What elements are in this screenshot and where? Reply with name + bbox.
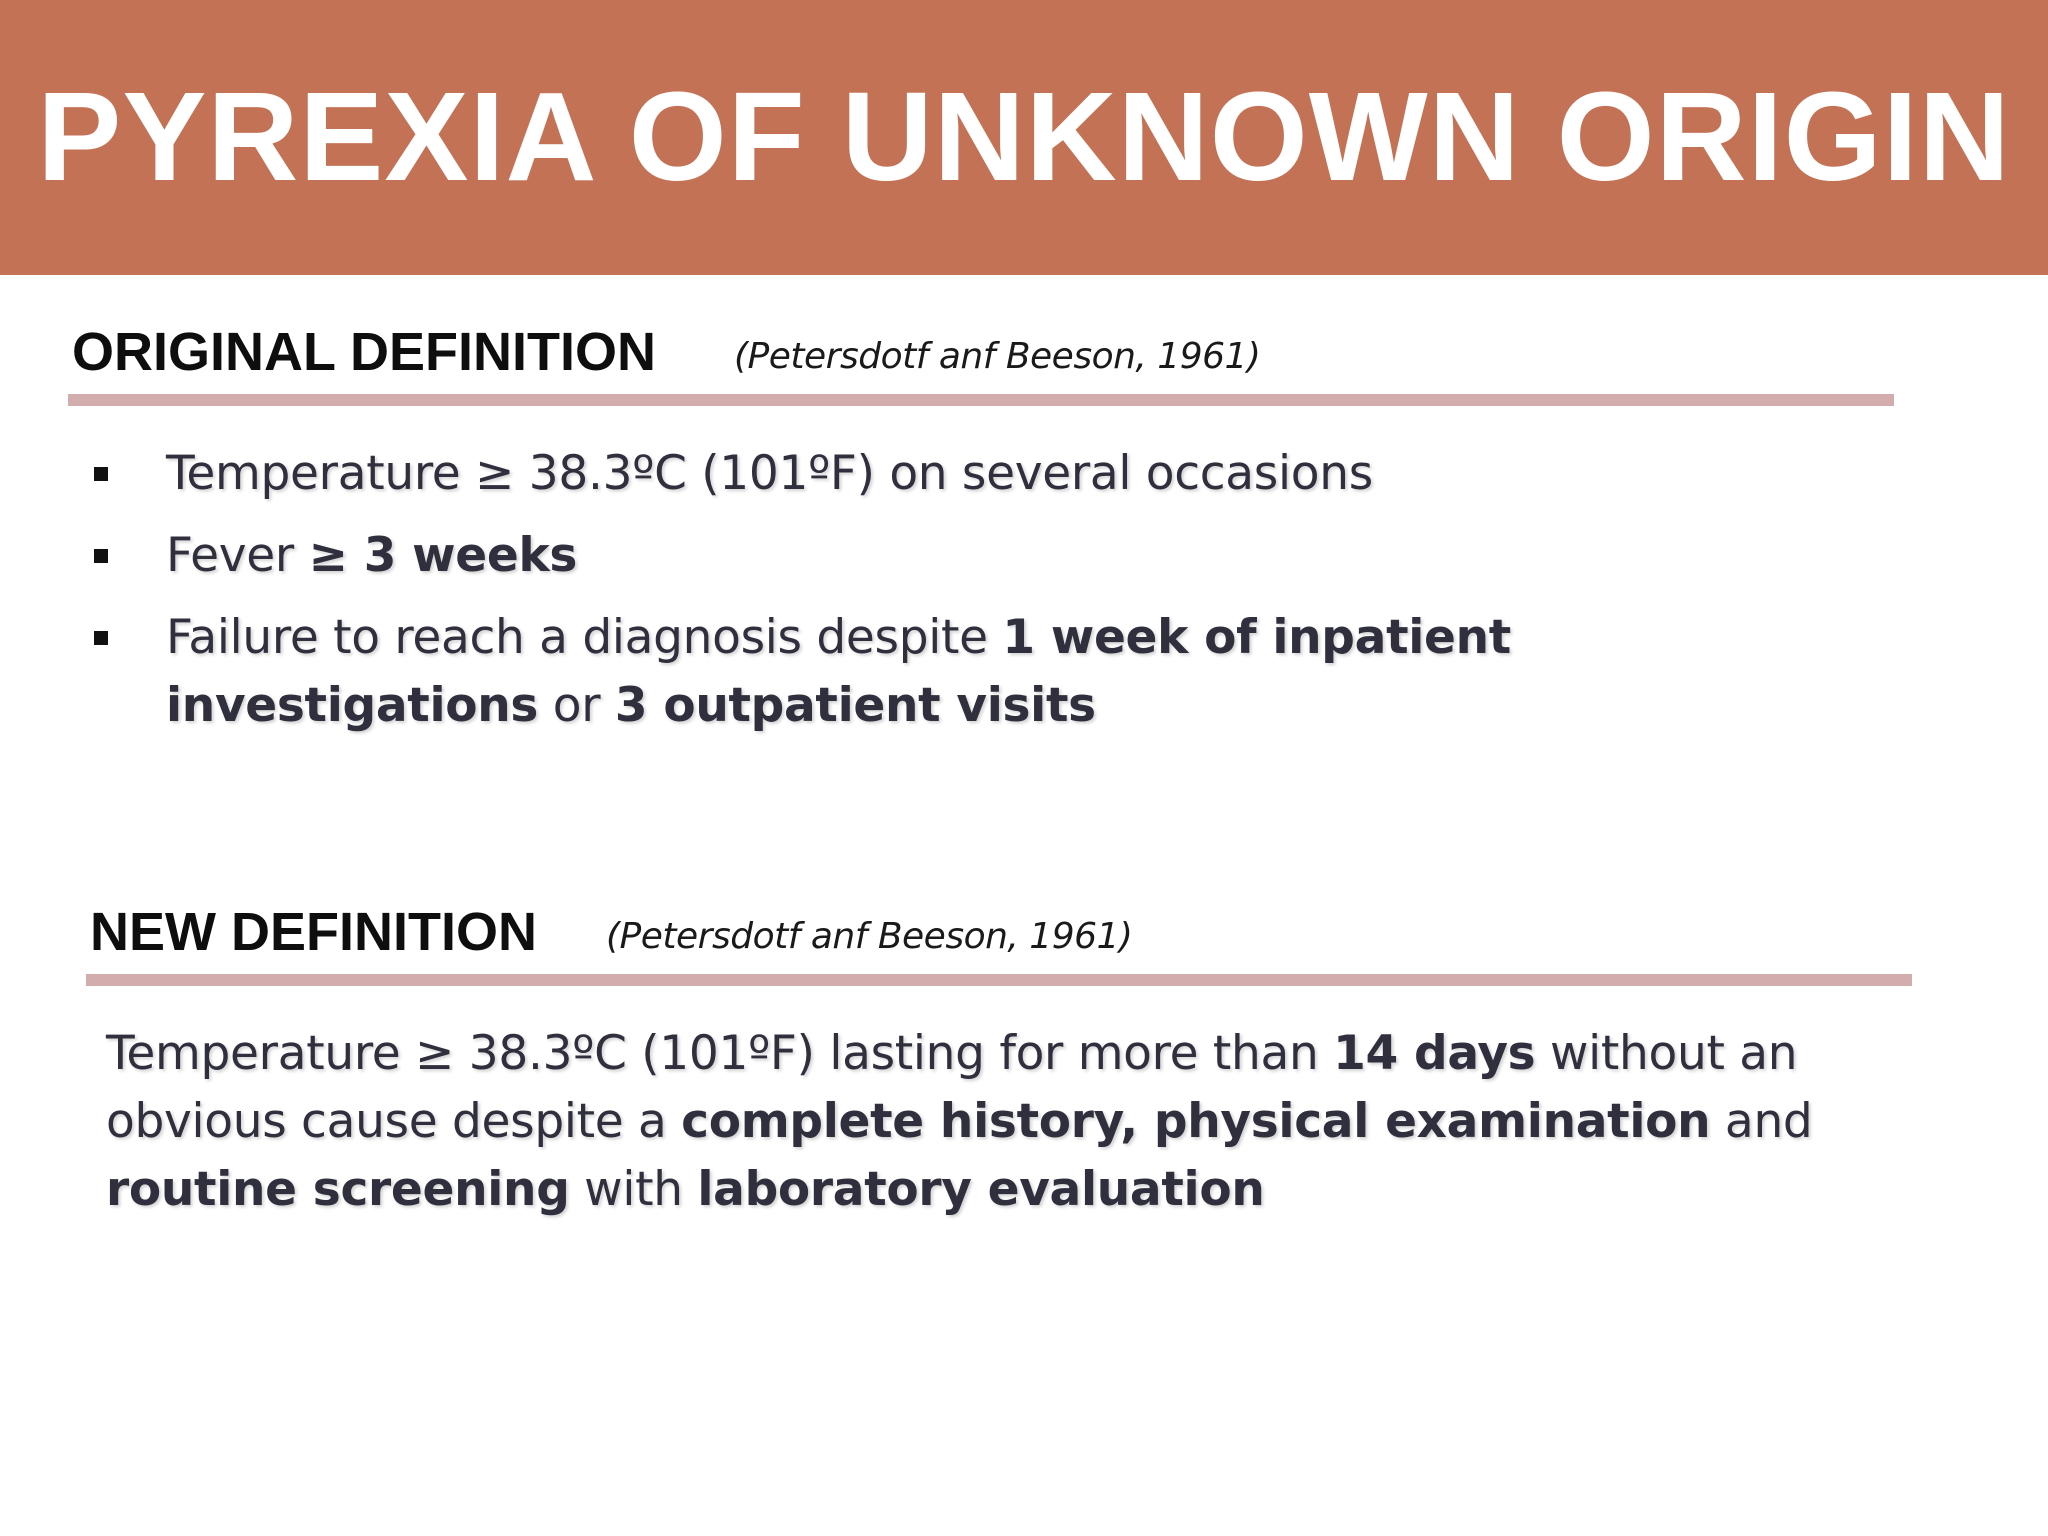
new-definition-text — [106, 1020, 1926, 1224]
definition-text: and — [1710, 1094, 1813, 1149]
definition-text: with — [569, 1162, 698, 1217]
list-item — [92, 522, 1892, 590]
bullet-text: Temperature ≥ 38.3ºC (101ºF) on several occasions — [166, 446, 1373, 501]
new-definition-heading: NEW DEFINITION — [90, 902, 537, 962]
bullet-text: Fever — [166, 528, 309, 583]
slide-title: PYREXIA OF UNKNOWN ORIGIN — [37, 66, 2011, 207]
definition-bold-text: 14 days — [1333, 1026, 1536, 1081]
bullet-text: or — [538, 678, 615, 733]
list-item — [92, 440, 1892, 508]
bullet-bold-text: ≥ 3 weeks — [308, 528, 578, 583]
definition-bold-text: laboratory evaluation — [697, 1162, 1265, 1217]
square-bullet-icon — [94, 549, 108, 563]
bullet-bold-text: 3 outpatient visits — [614, 678, 1096, 733]
square-bullet-icon — [94, 631, 108, 645]
original-definition-rule — [68, 394, 1894, 406]
definition-bold-text: complete history, physical examination — [681, 1094, 1711, 1149]
definition-text: without an obvious cause despite a — [106, 1026, 1798, 1149]
new-definition-rule — [86, 974, 1912, 986]
original-definition-heading: ORIGINAL DEFINITION — [72, 322, 657, 382]
definition-text: Temperature ≥ 38.3ºC (101ºF) lasting for more than — [106, 1026, 1334, 1081]
original-definition-citation: (Petersdotf anf Beeson, 1961) — [734, 336, 1261, 377]
original-definition-list — [92, 440, 1892, 754]
bullet-bold-text: 1 week of inpatient investigations — [166, 610, 1511, 733]
title-bar — [0, 0, 2048, 275]
new-definition-citation: (Petersdotf anf Beeson, 1961) — [606, 916, 1133, 957]
bullet-text: Failure to reach a diagnosis despite — [166, 610, 1003, 665]
definition-bold-text: routine screening — [106, 1162, 570, 1217]
square-bullet-icon — [94, 467, 108, 481]
list-item — [92, 604, 1892, 740]
